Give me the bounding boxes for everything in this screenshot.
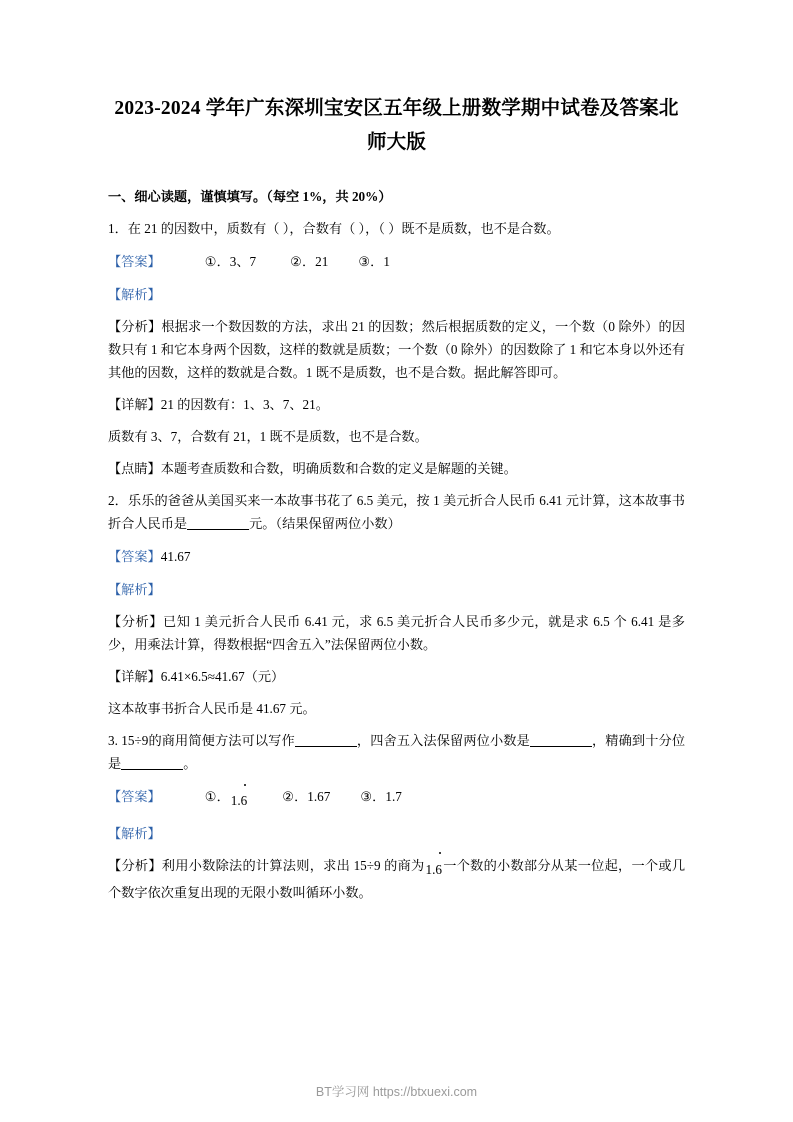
- analysis-text: 已知 1 美元折合人民币 6.41 元，求 6.5 美元折合人民币多少元，就是求 6.5 个 6.41 是多少，用乘法计算，得数根据“四舍五入”法保留两位小数。: [108, 614, 685, 652]
- question-1-text: 1．在 21 的因数中，质数有（ ），合数有（ ），（ ）既不是质数，也不是合数。: [108, 221, 560, 236]
- answer-value: 41.67: [160, 549, 191, 564]
- analysis-label: 【分析】: [108, 319, 162, 334]
- detail-label: 【详解】: [108, 669, 161, 684]
- answer-tag: 【答案】: [108, 549, 161, 564]
- repeating-decimal-value: 1.6: [230, 790, 248, 812]
- repeating-decimal-value: 1.6: [425, 858, 443, 881]
- question-2-detail: [108, 665, 685, 688]
- answer-part-3: ③．1.7: [360, 789, 402, 804]
- answer-blank: [187, 516, 249, 530]
- question-1-analysis-tag: [108, 284, 685, 306]
- question-1-analysis: [108, 315, 685, 384]
- answer-part-1-prefix: ①．: [204, 789, 230, 804]
- question-1-detail-2: 质数有 3、7，合数有 21，1 既不是质数，也不是合数。: [108, 429, 428, 444]
- section-heading: 一、细心读题，谨慎填写。（每空 1%，共 20%）: [108, 189, 392, 204]
- analysis-label: 【分析】: [108, 858, 162, 873]
- answer-part-2: ②．1.67: [282, 789, 331, 804]
- question-1-point: [108, 457, 685, 480]
- analysis-label: 【分析】: [108, 614, 163, 629]
- question-3-part-b: ，四舍五入法保留两位小数是: [356, 733, 530, 748]
- question-2-analysis-tag: [108, 579, 685, 601]
- question-2-answer: [108, 546, 685, 568]
- detail-label: 【详解】: [108, 397, 161, 412]
- analysis-tag: 【解析】: [108, 287, 161, 302]
- question-2-analysis: [108, 610, 685, 656]
- question-1-detail: [108, 393, 685, 416]
- question-3-answer: [108, 786, 685, 812]
- question-3-part-c: ，精确到十分位是: [108, 733, 686, 771]
- question-3-text: [108, 729, 685, 775]
- analysis-tag: 【解析】: [108, 826, 161, 841]
- analysis-tag: 【解析】: [108, 582, 161, 597]
- answer-tag: 【答案】: [108, 254, 161, 269]
- page-footer: BT学习网 https://btxuexi.com: [315, 1085, 478, 1099]
- question-3-part-d: 。: [183, 756, 197, 771]
- question-3-analysis-tag: [108, 823, 685, 845]
- question-2-text: [108, 489, 685, 535]
- answer-part-3: ③．1: [358, 254, 390, 269]
- question-2-detail-2: 这本故事书折合人民币是 41.67 元。: [108, 701, 316, 716]
- answer-part-1: ①．3、7: [204, 254, 257, 269]
- answer-blank: [530, 733, 592, 747]
- answer-tag: 【答案】: [108, 789, 161, 804]
- point-text: 本题考查质数和合数，明确质数和合数的定义是解题的关键。: [160, 461, 517, 476]
- answer-blank: [295, 733, 357, 747]
- point-label: 【点睛】: [108, 461, 161, 476]
- analysis-text: 根据求一个数因数的方法，求出 21 的因数；然后根据质数的定义，一个数（0 除外）的因数只有 1 和它本身两个因数，这样的数就是质数；一个数（0 除外）的因数除了 1 和它本身以外还有其他的因数，这样的数就是合数。1 既不是质数，也不是合数。据此解答即可。: [108, 319, 686, 380]
- analysis-text-a: 利用小数除法的计算法则，求出 15÷9 的商为: [161, 858, 425, 873]
- answer-part-2: ②．21: [290, 254, 329, 269]
- detail-text: 21 的因数有：1、3、7、21。: [160, 397, 329, 412]
- question-2-part-a: 2．乐乐的爸爸从美国买来一本故事书花了 6.5 美元，按 1 美元折合人民币 6.41 元计算，这本故事书折合人民币是: [108, 493, 685, 531]
- recurring-dot: [439, 852, 441, 854]
- detail-text: 6.41×6.5≈41.67（元）: [160, 669, 285, 684]
- question-3-part-a: 3. 15÷9的商用简便方法可以写作: [108, 733, 295, 748]
- question-2-part-b: 元。（结果保留两位小数）: [249, 516, 401, 531]
- analysis-text-b: 一个数的小数部分从某一位起，一个或几个数字依次重复出现的无限小数叫循环小数。: [108, 858, 686, 900]
- recurring-dot: [244, 784, 246, 786]
- answer-blank: [121, 756, 183, 770]
- page-title: 2023-2024 学年广东深圳宝安区五年级上册数学期中试卷及答案北师大版: [114, 98, 679, 153]
- question-1-answer: [108, 251, 685, 273]
- question-3-analysis: [108, 854, 685, 904]
